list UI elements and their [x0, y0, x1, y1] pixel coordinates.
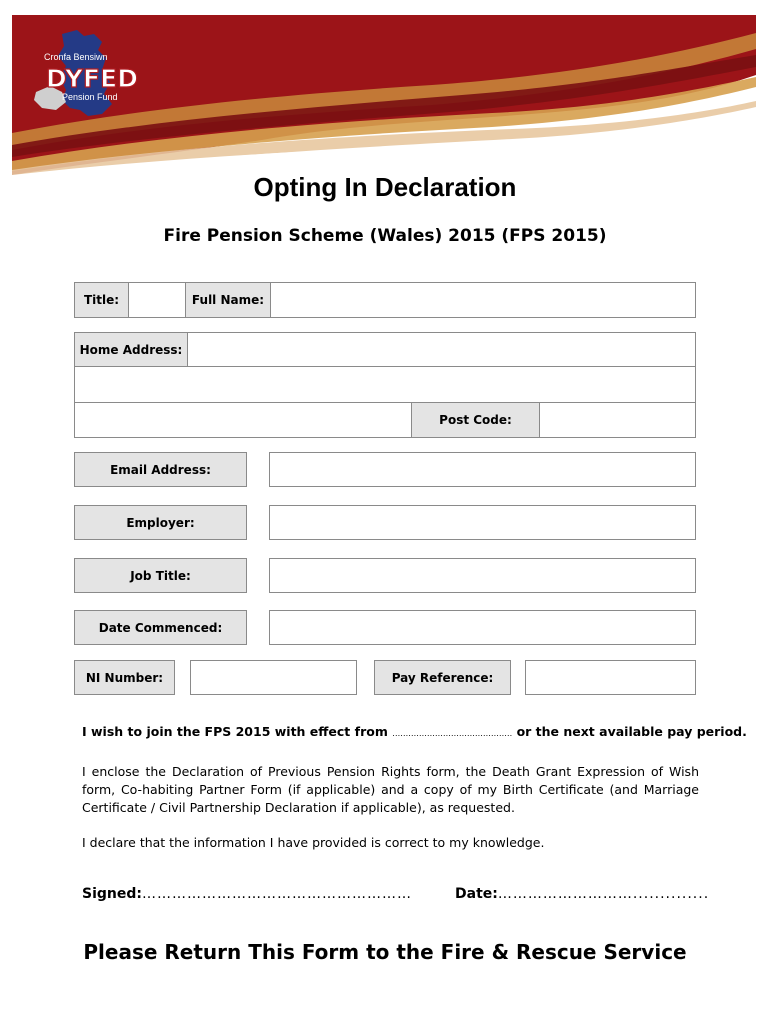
date-commenced-input[interactable] [269, 610, 696, 645]
join-date-field[interactable]: ……………………………………… [392, 729, 513, 738]
date-commenced-label: Date Commenced: [74, 610, 247, 645]
date-row [455, 886, 709, 902]
title-label: Title: [74, 282, 129, 318]
declare-statement: I declare that the information I have provided is correct to my knowledge. [82, 835, 545, 850]
signed-label: Signed: [82, 886, 142, 902]
date-label: Date: [455, 886, 498, 902]
employer-label: Employer: [74, 505, 247, 540]
join-statement [82, 723, 747, 743]
title-input[interactable] [128, 282, 186, 318]
full-name-input[interactable] [270, 282, 696, 318]
job-title-input[interactable] [269, 558, 696, 593]
logo-top-text: Cronfa Bensiwn [44, 52, 108, 62]
date-field[interactable]: ……………………….............. [497, 886, 710, 902]
page-title: Opting In Declaration [253, 172, 517, 202]
join-text-end: or the next available pay period. [516, 724, 747, 739]
post-code-input[interactable] [539, 402, 696, 438]
signed-row [82, 886, 412, 902]
address-line-3-input[interactable] [74, 402, 412, 438]
address-line-2-input[interactable] [74, 366, 696, 403]
address-line-1-input[interactable] [187, 332, 696, 367]
full-name-label: Full Name: [185, 282, 271, 318]
page-subtitle: Fire Pension Scheme (Wales) 2015 (FPS 2015) [163, 226, 607, 246]
join-text-start: I wish to join the FPS 2015 with effect from [82, 724, 388, 739]
pay-reference-label: Pay Reference: [374, 660, 511, 695]
post-code-label: Post Code: [411, 402, 540, 438]
logo-bottom-text: Pension Fund [62, 92, 118, 102]
enclose-statement: I enclose the Declaration of Previous Pension Rights form, the Death Grant Expression of Wish form, Co-habiting Partner Form (if applicable) and a copy of my Birth Certificate (and Marriage Certificate / Civil Partnership Declaration if applicable), as requested. [82, 764, 699, 815]
ni-number-input[interactable] [190, 660, 357, 695]
email-label: Email Address: [74, 452, 247, 487]
signed-field[interactable]: ……………………………………………… [142, 886, 412, 902]
logo-main-text: DYFED [46, 64, 138, 93]
home-address-label: Home Address: [74, 332, 188, 367]
dyfed-logo [32, 30, 138, 125]
pay-reference-input[interactable] [525, 660, 696, 695]
return-instruction: Please Return This Form to the Fire & Rescue Service [83, 940, 687, 964]
employer-input[interactable] [269, 505, 696, 540]
email-input[interactable] [269, 452, 696, 487]
job-title-label: Job Title: [74, 558, 247, 593]
ni-number-label: NI Number: [74, 660, 175, 695]
